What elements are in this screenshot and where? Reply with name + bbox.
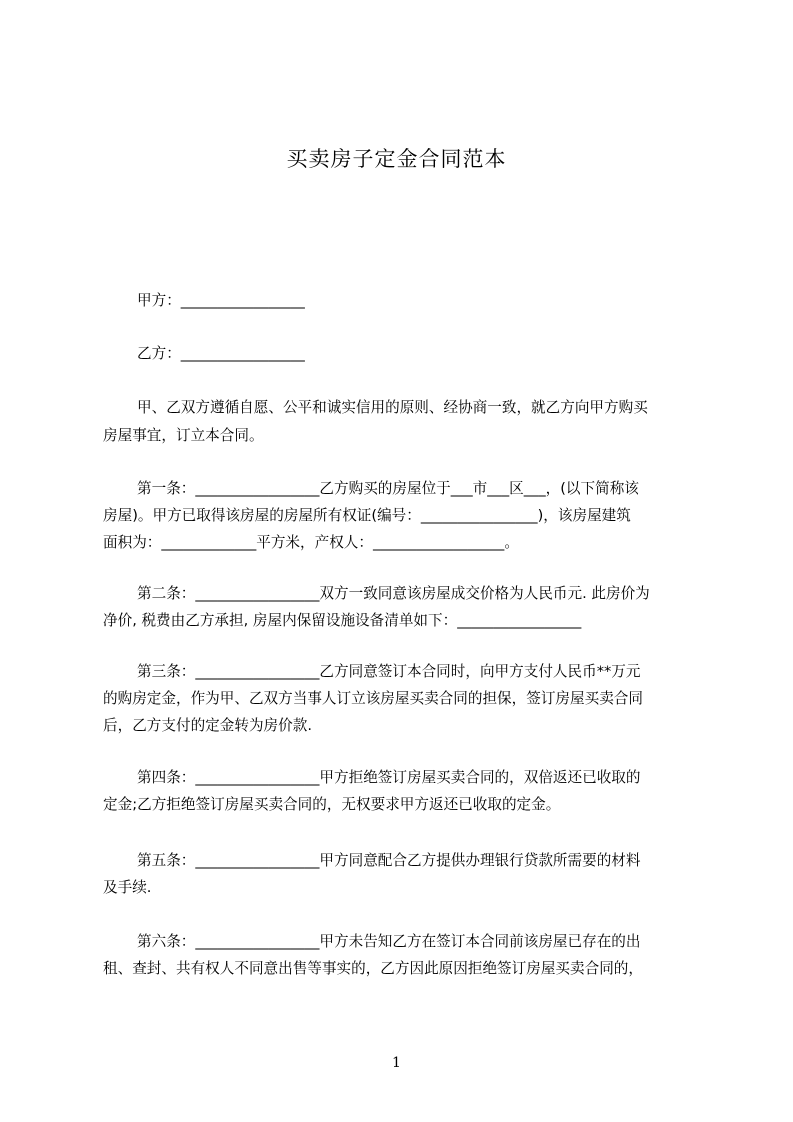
party-b-line: 乙方：_________________ bbox=[137, 345, 305, 362]
article-3-line-3: 后，乙方支付的定金转为房价款. bbox=[103, 717, 312, 734]
preamble-line-2: 房屋事宜，订立本合同。 bbox=[103, 427, 264, 444]
article-5-line-1: 第五条：_________________甲方同意配合乙方提供办理银行贷款所需要的材料 bbox=[137, 852, 641, 869]
party-a-line: 甲方：_________________ bbox=[137, 292, 305, 309]
article-1-line-3: 面积为：_____________平方米，产权人：__________________。 bbox=[103, 534, 519, 551]
page-number: 1 bbox=[392, 1055, 401, 1071]
article-2-line-2: 净价, 税费由乙方承担, 房屋内保留设施设备清单如下：_________________ bbox=[103, 612, 582, 629]
document-title: 买卖房子定金合同范本 bbox=[286, 147, 507, 171]
article-4-line-2: 定金;乙方拒绝签订房屋买卖合同的，无权要求甲方返还已收取的定金。 bbox=[103, 796, 561, 813]
article-1-line-2: 房屋)。甲方已取得该房屋的房屋所有权证(编号：________________)，该房屋建筑 bbox=[103, 507, 631, 524]
article-5-line-2: 及手续. bbox=[103, 879, 152, 896]
article-6-line-1: 第六条：_________________甲方未告知乙方在签订本合同前该房屋已存在的出 bbox=[137, 933, 641, 950]
article-6-line-2: 租、查封、共有权人不同意出售等事实的，乙方因此原因拒绝签订房屋买卖合同的， bbox=[103, 960, 643, 977]
article-4-line-1: 第四条：_________________甲方拒绝签订房屋买卖合同的，双倍返还已收取的 bbox=[137, 769, 641, 786]
preamble-line-1: 甲、乙双方遵循自愿、公平和诚实信用的原则、经协商一致，就乙方向甲方购买 bbox=[137, 399, 648, 416]
article-3-line-2: 的购房定金，作为甲、乙双方当事人订立该房屋买卖合同的担保，签订房屋买卖合同 bbox=[103, 690, 643, 707]
article-1-line-1: 第一条：_________________乙方购买的房屋位于___市___区___，(以下简称该 bbox=[137, 480, 639, 497]
article-3-line-1: 第三条：_________________乙方同意签订本合同时，向甲方支付人民币**万元 bbox=[137, 663, 641, 680]
article-2-line-1: 第二条：_________________双方一致同意该房屋成交价格为人民币元. 此房价为 bbox=[137, 585, 650, 602]
